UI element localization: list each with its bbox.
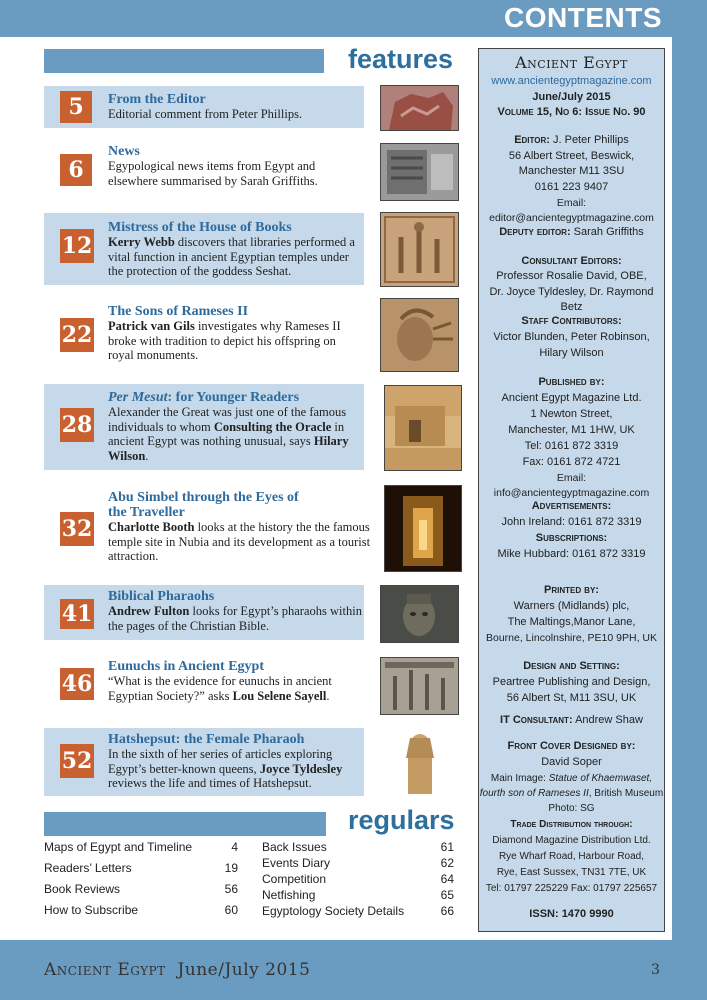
feature-thumbnail-image [384, 485, 462, 572]
publisher-phone: Tel: 0161 872 3319 [524, 440, 619, 452]
publisher-line: Manchester, M1 1HW, UK [508, 424, 635, 436]
issn: ISSN: 1470 9990 [529, 908, 614, 920]
feature-thumbnail-image [380, 212, 459, 287]
feature-thumbnail-image [380, 143, 459, 201]
feature-item[interactable] [44, 384, 364, 470]
feature-description: Alexander the Great was just one of the famous individuals to whom Consulting the Oracle in ancient Egypt was nothing unusual, says Hilary Wilson. [108, 405, 349, 463]
feature-thumbnail-image [380, 728, 457, 796]
feature-description: Editorial comment from Peter Phillips. [108, 107, 303, 121]
feature-title: News [108, 144, 140, 159]
feature-author: Patrick van Gils [108, 319, 195, 333]
ads-contact: John Ireland: 0161 872 3319 [501, 516, 642, 528]
regulars-heading: regulars [348, 805, 455, 835]
feature-item[interactable] [44, 728, 364, 796]
design-line: Peartree Publishing and Design, [492, 676, 651, 688]
publisher-email[interactable]: Email: info@ancientegyptmagazine.com [493, 472, 650, 499]
page-number-badge: 22 [60, 318, 94, 352]
list-item[interactable]: Book Reviews 56 [44, 882, 238, 896]
editor-phone: 0161 223 9407 [534, 181, 609, 193]
list-item[interactable]: Readers’ Letters 19 [44, 861, 238, 875]
features-bar [44, 49, 324, 73]
design-line: 56 Albert St, M11 3SU, UK [506, 692, 637, 704]
trade-line: Rye, East Sussex, TN31 7TE, UK [496, 867, 647, 878]
consultant-names: Dr. Joyce Tyldesley, Dr. Raymond Betz [489, 286, 654, 313]
feature-title: Abu Simbel through the Eyes of the Traveller [108, 490, 299, 520]
issue-date: June/July 2015 [532, 91, 611, 103]
publisher-line: 1 Newton Street, [530, 408, 613, 420]
page-number-badge: 46 [60, 668, 94, 700]
trade-line: Rye Wharf Road, Harbour Road, [498, 851, 645, 862]
staff-names: Victor Blunden, Peter Robinson, [493, 331, 650, 343]
feature-title: Biblical Pharaohs [108, 589, 215, 604]
trade-line: Tel: 01797 225229 Fax: 01797 225657 [485, 883, 658, 894]
regulars-bar [44, 812, 326, 836]
feature-title: Per Mesut: for Younger Readers [108, 390, 300, 405]
contents-heading: CONTENTS [504, 2, 662, 33]
list-item[interactable]: Netfishing 65 [262, 888, 454, 902]
consultant-names: Professor Rosalie David, OBE, [496, 270, 647, 282]
issue-line: Volume 15, No 6: Issue No. 90 [497, 106, 646, 118]
feature-title-italic: Per Mesut [108, 390, 168, 405]
feature-description: In the sixth of her series of articles exploring Egypt’s better-known queens, Joyce Tyldesley reviews the life and times of Hatshepsut. [108, 747, 343, 790]
feature-title: Mistress of the House of Books [108, 220, 292, 235]
page-number-badge: 6 [60, 154, 92, 186]
publisher-fax: Fax: 0161 872 4721 [522, 456, 621, 468]
cover-label: Front Cover Designed by: [507, 740, 636, 752]
page-number-badge: 12 [60, 229, 94, 263]
feature-item[interactable] [44, 86, 364, 128]
feature-title: The Sons of Rameses II [108, 304, 249, 319]
feature-description: “What is the evidence for eunuchs in ancient Egyptian Society?” asks Lou Selene Sayell. [108, 674, 332, 703]
staff-names: Hilary Wilson [539, 347, 604, 359]
subs-label: Subscriptions: [535, 532, 608, 544]
feature-thumbnail-image [380, 657, 459, 715]
list-item[interactable]: Egyptology Society Details 66 [262, 904, 454, 918]
printer-line: The Maltings,Manor Lane, [507, 616, 636, 628]
page-number-badge: 5 [60, 91, 92, 123]
feature-item[interactable] [44, 585, 364, 640]
cover-photo-credit: Photo: SG [548, 803, 595, 814]
feature-description: investigates why Rameses II broke with tradition to depict his offspring on royal monuments. [108, 319, 341, 362]
page-number-badge: 32 [60, 512, 94, 546]
editor-name: J. Peter Phillips [549, 134, 629, 146]
list-item[interactable]: Back Issues 61 [262, 840, 454, 854]
feature-item[interactable] [44, 298, 364, 370]
feature-item[interactable] [44, 140, 364, 202]
trade-line: Diamond Magazine Distribution Ltd. [492, 835, 651, 846]
feature-author: Andrew Fulton [108, 604, 190, 618]
ads-label: Advertisements: [531, 500, 612, 512]
design-label: Design and Setting: [523, 660, 620, 672]
cover-image-credit: fourth son of Rameses II, British Museum [479, 788, 664, 799]
list-item[interactable]: How to Subscribe 60 [44, 903, 238, 917]
subs-contact: Mike Hubbard: 0161 872 3319 [497, 548, 646, 560]
website-link[interactable]: www.ancientegyptmagazine.com [491, 75, 652, 87]
editor-address: Manchester M11 3SU [518, 165, 625, 177]
feature-author: Kerry Webb [108, 235, 175, 249]
feature-thumbnail-image [380, 85, 459, 131]
feature-item[interactable] [44, 213, 364, 285]
features-heading: features [348, 44, 454, 74]
consultant-label: Consultant Editors: [521, 255, 622, 267]
list-item[interactable]: Competition 64 [262, 872, 454, 886]
published-label: Published by: [538, 376, 605, 388]
staff-label: Staff Contributors: [521, 315, 622, 327]
feature-description: Egypological news items from Egypt and elsewhere summarised by Sarah Griffiths. [108, 159, 318, 188]
feature-title: Eunuchs in Ancient Egypt [108, 659, 264, 674]
printer-line: Warners (Midlands) plc, [513, 600, 630, 612]
feature-item[interactable] [44, 486, 371, 572]
cover-image-credit: Main Image: Statue of Khaemwaset, [490, 773, 653, 784]
feature-description: looks at the history the the famous temple site in Nubia and its development as a tourist attraction. [108, 520, 371, 563]
printer-line: Bourne, Lincolnshire, PE10 9PH, UK [485, 632, 657, 644]
printed-label: Printed by: [544, 584, 599, 596]
editor-email[interactable]: Email: editor@ancientegyptmagazine.com [489, 197, 654, 224]
feature-thumbnail-image [380, 298, 459, 372]
page-number-badge: 52 [60, 744, 94, 778]
page-number-badge: 28 [60, 408, 94, 442]
footer-title: Ancient Egypt June/July 2015 [44, 960, 311, 980]
feature-item[interactable] [44, 655, 364, 713]
feature-thumbnail-image [384, 385, 462, 471]
deputy-editor-name: Sarah Griffiths [570, 226, 644, 238]
feature-description: looks for Egypt’s pharaohs within the pages of the Christian Bible. [108, 604, 362, 633]
masthead-sidebar: Ancient Egypt www.ancientegyptmagazine.com June/July 2015 Volume 15, No 6: Issue No. 90 Editor: J. Peter Phillips 56 Albert Street, Beswick, Manchester M11 3SU 0161 223 9407 Email: editor@ancientegyptmagazine.com Deputy editor: Sarah Griffiths Consultant Editors: Professor Rosalie David, OBE, Dr. Joyce Tyldesley, Dr. Raymond Betz Staff Contributors: Victor Blunden, Peter Robinson, Hilary Wilson Published by: Ancient Egypt Magazine Ltd. 1 Newton Street, Manchester, M1 1HW, UK Tel: 0161 872 3319 Fax: 0161 872 4721 Email: info@ancientegyptmagazine.com Advertisements: John Ireland: 0161 872 3319 Subscriptions: Mike Hubbard: 0161 872 3319 Printed by: Warners (Midlands) plc, The Maltings,Manor Lane, Bourne, Lincolnshire, PE10 9PH, UK Design and Setting: Peartree Publishing and Design, 56 Albert St, M11 3SU, UK IT Consultant: Andrew Shaw Front Cover Designed by: David Soper Main Image: Statue of Khaemwaset, fourth son of Rameses II, British Museum Photo: SG Trade Distribution through: Diamond Magazine Distribution Ltd. Rye Wharf Road, Harbour Road, Rye, East Sussex, TN31 7TE, UK Tel: 01797 225229 Fax: 01797 225657 ISSN: 1470 9990 [478, 48, 665, 932]
it-consultant-name: Andrew Shaw [572, 714, 643, 726]
feature-title: From the Editor [108, 92, 206, 107]
page-number: 3 [651, 962, 660, 978]
publisher-line: Ancient Egypt Magazine Ltd. [501, 392, 642, 404]
page-number-badge: 41 [61, 601, 93, 627]
list-item[interactable]: Maps of Egypt and Timeline 4 [44, 840, 238, 854]
feature-description: discovers that libraries performed a vital function in ancient Egyptian temples under the protection of the goddess Seshat. [108, 235, 355, 278]
feature-thumbnail-image [380, 585, 459, 643]
list-item[interactable]: Events Diary 62 [262, 856, 454, 870]
magazine-name: Ancient Egypt [515, 53, 628, 72]
feature-title: Hatshepsut: the Female Pharaoh [108, 732, 305, 747]
trade-label: Trade Distribution through: [510, 819, 633, 830]
feature-author: Charlotte Booth [108, 520, 195, 534]
editor-address: 56 Albert Street, Beswick, [508, 150, 635, 162]
cover-designer: David Soper [541, 756, 602, 768]
